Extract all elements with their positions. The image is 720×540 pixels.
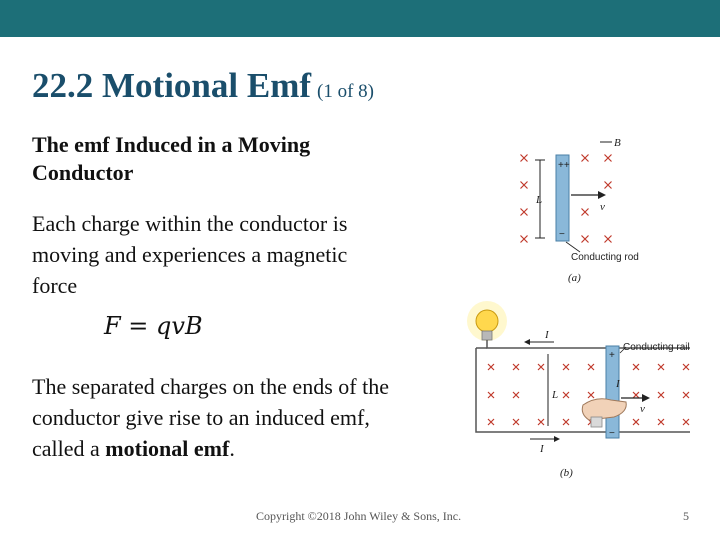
- field-cross-mark: [633, 392, 639, 398]
- field-cross-mark: [582, 155, 589, 162]
- section-heading: The emf Induced in a Moving Conductor: [32, 132, 311, 185]
- minus-charges-a: −: [559, 229, 565, 240]
- para2-suffix: .: [229, 436, 235, 461]
- title-main: 22.2 Motional Emf: [32, 66, 312, 105]
- field-label-a: B: [614, 137, 621, 149]
- page-number: 5: [683, 509, 689, 523]
- field-cross-mark: [605, 236, 612, 243]
- velocity-label-b: v: [640, 403, 645, 415]
- current-label-bottom: I: [540, 443, 544, 455]
- copyright-text: Copyright ©2018 John Wiley & Sons, Inc.: [256, 509, 462, 523]
- caption-b: (b): [560, 467, 573, 479]
- field-cross-mark: [658, 364, 664, 370]
- field-cross-mark: [521, 155, 528, 162]
- force-formula: F = qvB: [104, 312, 203, 340]
- field-cross-mark: [633, 419, 639, 425]
- field-cross-mark: [658, 419, 664, 425]
- length-label-b: L: [552, 389, 559, 401]
- field-cross-mark: [605, 155, 612, 162]
- minus-charge-b: −: [609, 428, 615, 439]
- field-cross-mark: [582, 236, 589, 243]
- title-sub: (1 of 8): [317, 81, 374, 102]
- field-cross-mark: [538, 419, 544, 425]
- field-cross-mark: [521, 182, 528, 189]
- rail-label-b: Conducting rail: [623, 342, 690, 353]
- para2-text: The separated charges on the ends of the conductor give rise to an induced emf, called a: [32, 374, 389, 461]
- field-cross-mark: [683, 419, 689, 425]
- field-cross-mark: [563, 419, 569, 425]
- figure-a: [521, 137, 639, 284]
- field-cross-mark: [633, 364, 639, 370]
- figure-b: [467, 301, 690, 479]
- current-label-rod: I: [616, 378, 620, 390]
- field-cross-mark: [488, 364, 494, 370]
- field-cross-mark: [521, 236, 528, 243]
- velocity-label-a: v: [600, 201, 605, 213]
- field-cross-mark: [605, 182, 612, 189]
- length-label-a: L: [536, 194, 543, 206]
- lightbulb-icon: [467, 301, 507, 341]
- field-cross-mark: [513, 392, 519, 398]
- field-cross-mark: [658, 392, 664, 398]
- field-cross-mark: [563, 364, 569, 370]
- hand-icon: [582, 399, 626, 427]
- field-cross-mark: [683, 392, 689, 398]
- caption-a: (a): [568, 272, 581, 284]
- field-cross-mark: [521, 209, 528, 216]
- slide-footer: [0, 509, 720, 523]
- plus-charges-a: ++: [558, 160, 570, 171]
- field-cross-mark: [513, 364, 519, 370]
- para2-bold-term: motional emf: [105, 436, 230, 461]
- current-label-top: I: [545, 329, 549, 341]
- paragraph-magnetic-force: Each charge within the conductor is moving and experiences a magnetic force: [32, 211, 348, 298]
- field-cross-mark: [683, 364, 689, 370]
- field-cross-mark: [488, 419, 494, 425]
- field-cross-mark: [582, 209, 589, 216]
- field-cross-mark: [538, 364, 544, 370]
- field-cross-mark: [513, 419, 519, 425]
- field-cross-mark: [563, 392, 569, 398]
- field-cross-mark: [488, 392, 494, 398]
- rod-label-a: Conducting rod: [571, 252, 639, 263]
- field-cross-mark: [588, 364, 594, 370]
- field-cross-mark: [588, 392, 594, 398]
- plus-charge-b: +: [609, 350, 615, 361]
